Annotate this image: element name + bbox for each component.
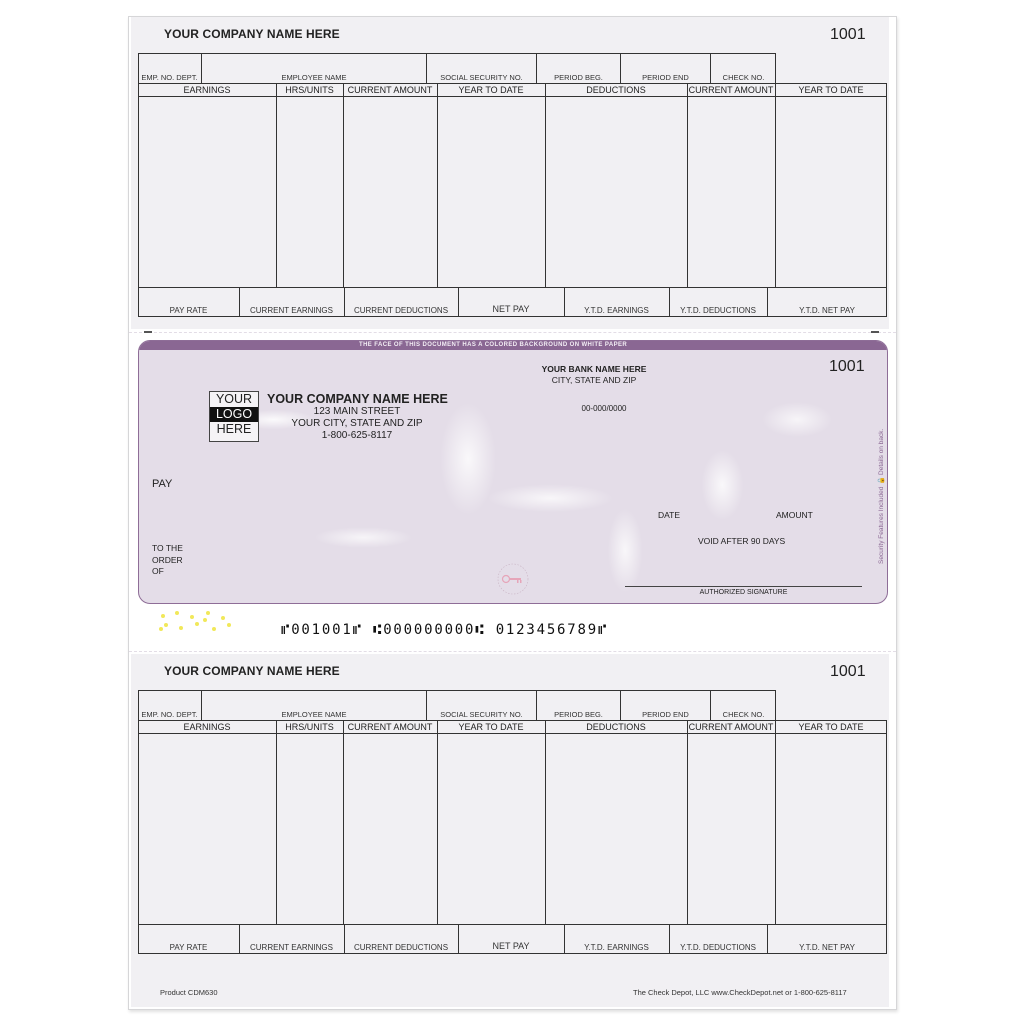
total-ytd-earnings: Y.T.D. EARNINGS [584,306,649,315]
hologram-stars-icon [159,611,239,633]
col-deduction-current-amount: CURRENT AMOUNT [688,85,774,95]
col-year-to-date: YEAR TO DATE [458,722,524,732]
order-label [152,543,183,578]
perforation-line [129,332,896,333]
field-employee-name: EMPLOYEE NAME [281,710,347,719]
void-notice: VOID AFTER 90 DAYS [698,536,786,546]
total-ytd-earnings: Y.T.D. EARNINGS [584,943,649,952]
perforation-mark [871,331,879,333]
payer-city: YOUR CITY, STATE AND ZIP [291,418,423,429]
col-earnings: EARNINGS [183,722,231,732]
col-deduction-year-to-date: YEAR TO DATE [798,722,864,732]
signature-label: AUTHORIZED SIGNATURE [699,589,788,596]
order-label-line: TO THE [152,543,183,553]
col-current-amount: CURRENT AMOUNT [347,722,433,732]
field-period-beg: PERIOD BEG. [554,710,603,719]
total-net-pay: NET PAY [492,941,530,951]
security-features-note: Security Features Included 🔒 Details on back. [878,428,885,564]
field-employee-name: EMPLOYEE NAME [281,73,347,82]
col-earnings: EARNINGS [183,85,231,95]
field-check-no: CHECK NO. [722,73,765,82]
logo-line: LOGO [210,407,258,422]
bank-city: CITY, STATE AND ZIP [551,375,637,385]
check-number: 1001 [830,26,866,43]
perforation-mark [144,331,152,333]
payer-company-name: YOUR COMPANY NAME HERE [267,392,448,406]
col-hrs-units: HRS/UNITS [285,722,334,732]
check-number: 1001 [829,358,865,375]
total-ytd-deductions: Y.T.D. DEDUCTIONS [680,306,756,315]
check-number: 1001 [830,663,866,680]
total-ytd-net-pay: Y.T.D. NET PAY [799,306,855,315]
order-label-line: ORDER [152,554,183,565]
field-period-beg: PERIOD BEG. [554,73,603,82]
signature-line [625,586,862,587]
logo-line: YOUR [215,392,253,406]
col-deduction-current-amount: CURRENT AMOUNT [688,722,774,732]
field-period-end: PERIOD END [642,73,689,82]
total-current-deductions: CURRENT DEDUCTIONS [353,306,449,315]
amount-label: AMOUNT [776,510,813,520]
vendor-info: The Check Depot, LLC www.CheckDepot.net or 1-800-625-8117 [633,988,847,997]
field-emp-no-dept: EMP. NO. DEPT. [141,710,198,719]
check-body [138,340,888,604]
logo-placeholder [209,391,259,442]
total-current-earnings: CURRENT EARNINGS [250,943,333,952]
total-current-earnings: CURRENT EARNINGS [250,306,333,315]
col-current-amount: CURRENT AMOUNT [347,85,433,95]
field-period-end: PERIOD END [642,710,689,719]
col-year-to-date: YEAR TO DATE [458,85,524,95]
security-banner: THE FACE OF THIS DOCUMENT HAS A COLORED BACKGROUND ON WHITE PAPER [139,341,887,350]
col-deduction-year-to-date: YEAR TO DATE [798,85,864,95]
bottom-pay-stub [131,654,889,1007]
date-label: DATE [658,510,681,520]
field-check-no: CHECK NO. [722,710,765,719]
total-net-pay: NET PAY [492,304,530,314]
check-sheet [128,16,897,1010]
bank-name: YOUR BANK NAME HERE [541,364,647,374]
company-name: YOUR COMPANY NAME HERE [164,27,340,41]
payer-phone: 1-800-625-8117 [321,430,393,441]
col-deductions: DEDUCTIONS [586,722,646,732]
routing-fraction: 00-000/0000 [581,404,627,413]
top-pay-stub [131,17,889,329]
field-ssn: SOCIAL SECURITY NO. [440,710,523,719]
order-label-line: OF [152,566,164,576]
col-deductions: DEDUCTIONS [586,85,646,95]
perforation-line [129,651,896,652]
payer-street: 123 MAIN STREET [313,406,401,417]
heat-sensitive-key-icon [495,561,531,597]
total-ytd-net-pay: Y.T.D. NET PAY [799,943,855,952]
pay-label: PAY [152,478,173,490]
total-current-deductions: CURRENT DEDUCTIONS [353,943,449,952]
logo-line: HERE [216,422,252,436]
company-name: YOUR COMPANY NAME HERE [164,664,340,678]
total-pay-rate: PAY RATE [169,943,208,952]
field-emp-no-dept: EMP. NO. DEPT. [141,73,198,82]
total-pay-rate: PAY RATE [169,306,208,315]
col-hrs-units: HRS/UNITS [285,85,334,95]
product-code: Product CDM630 [160,988,218,997]
total-ytd-deductions: Y.T.D. DEDUCTIONS [680,943,756,952]
field-ssn: SOCIAL SECURITY NO. [440,73,523,82]
micr-line: ⑈001001⑈ ⑆000000000⑆ 0123456789⑈ [281,622,609,638]
